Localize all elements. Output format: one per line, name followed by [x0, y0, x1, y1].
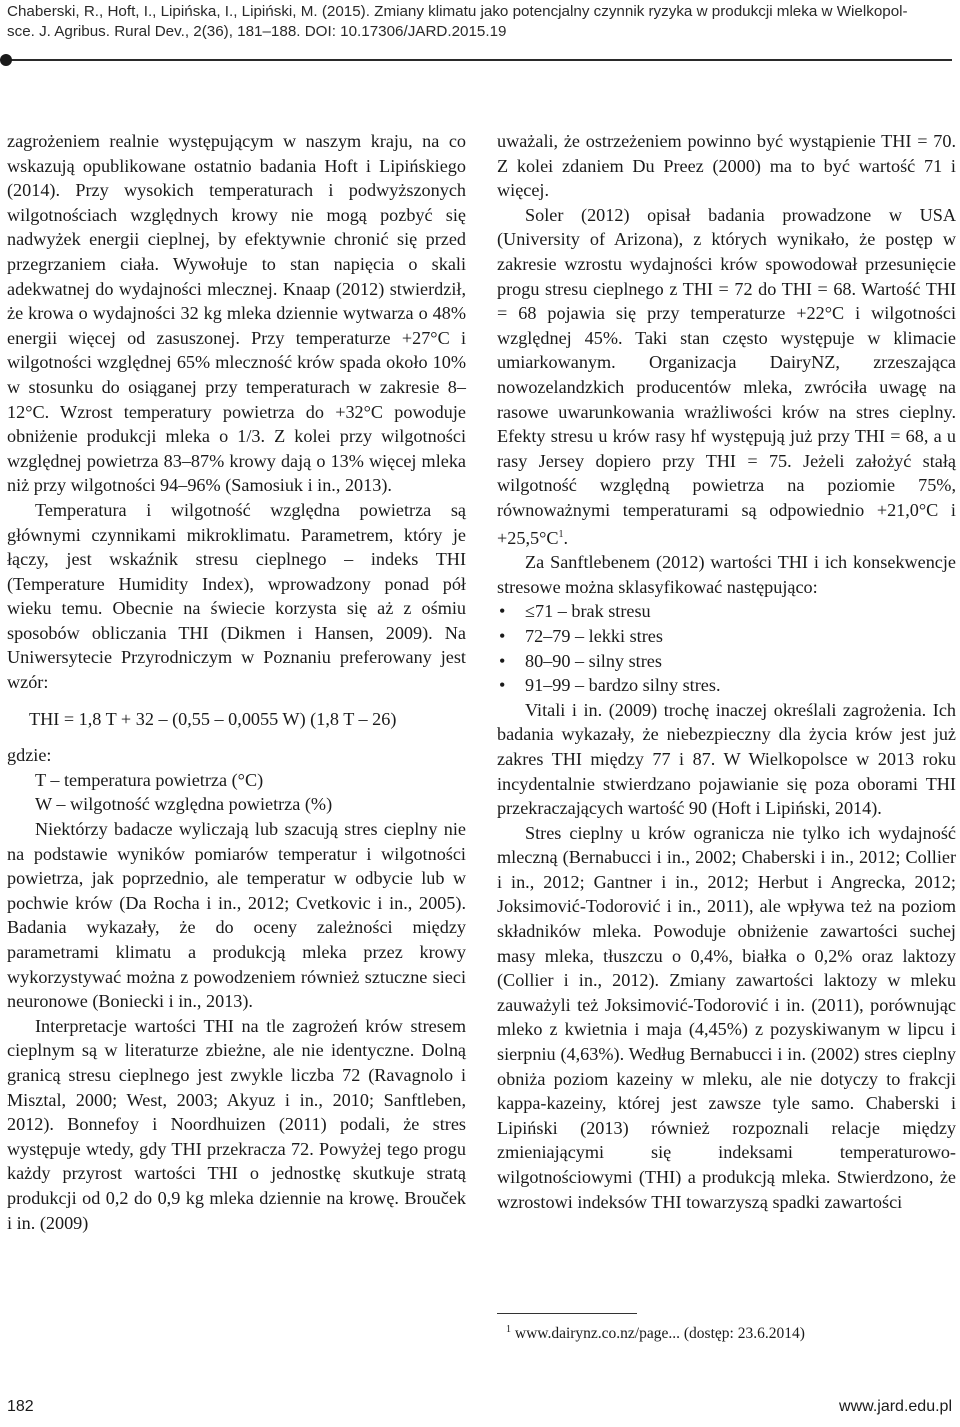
paragraph: Temperatura i wilgotność względna powietrza są głównymi czynnikami mikroklimatu. Parametrem, który je łączy, jest wskaźnik stresu cieplnego – indeks THI (Temperature Humidity Index), wprowadzony ponad pół wieku temu. Obecnie na świecie korzysta się aż z ośmiu sposobów obliczania THI (Dikmen i Hansen, 2009). Na Uniwersytecie Przyrodniczym w Poznaniu preferowany jest wzór:	[7, 499, 466, 693]
page-number: 182	[7, 1398, 34, 1415]
thi-classification-list	[497, 599, 956, 697]
paragraph: Vitali i in. (2009) trochę inaczej określali zagrożenia. Ich badania wykazały, że niebezpieczny dla życia krów jest już zakres THI między 77 i 87. W Wielkopolsce w 2013 roku incydentalnie stwierdzano pojawianie się poza oborami THI przekraczających wartość 90 (Hoft i Lipiński, 2014).	[497, 699, 956, 819]
citation-line-2: sce. J. Agribus. Rural Dev., 2(36), 181–188. DOI: 10.17306/JARD.2015.19	[7, 23, 507, 40]
footnote-ref: 1	[558, 528, 564, 540]
paragraph-text: Soler (2012) opisał badania prowadzone w USA (University of Arizona), z których wynikało, że postęp w zakresie wzrostu wydajności krów spowodował przesunięcie progu stresu cieplnego z THI = 72 do THI = 68. Wartość THI = 68 pojawia się przy temperaturze +22°C i wilgotności względnej 45%. Taki stan często występuje w klimacie umiarkowanym. Organizacja DairyNZ, zrzeszająca nowozelandzkich producentów mleka, zwróciła uwagę na rasowe uwarunkowania wrażliwości krów na stres cieplny. Efekty stresu u krów rasy hf występują już przy THI = 68, a u rasy Jersey dopiero przy THI = 75. Jeżeli założyć stałą wilgotność względną powietrza na poziomie 75%, równoważnymi temperaturami są odpowiednio +21,0°C i +25,5°C	[497, 204, 956, 548]
bullet-icon: •	[499, 625, 506, 646]
paragraph: Interpretacje wartości THI na tle zagrożeń krów stresem cieplnym są w literaturze zbieżne, ale nie identyczne. Dolną granicą stresu cieplnego jest zwykle liczba 72 (Ravagnolo i Misztal, 2000; West, 2003; Akyuz i in., 2010; Sanftleben, 2012). Bonnefoy i Noordhuizen (2011) podali, że stres występuje wtedy, gdy THI przekracza 72. Powyżej tego progu każdy przyrost wartości THI o jednostkę skutkuje stratą produkcji od 0,2 do 0,9 kg mleka dziennie na krowę. Brouček i in. (2009)	[7, 1015, 466, 1233]
paragraph: uważali, że ostrzeżeniem powinno być wystąpienie THI = 70. Z kolei zdaniem Du Preez (2000) ma to być wartość 71 i więcej.	[497, 131, 956, 201]
bullet-icon: •	[499, 675, 506, 696]
footnote-mark: 1	[506, 1324, 511, 1335]
left-column	[7, 129, 466, 1235]
paragraph: zagrożeniem realnie występującym w naszym kraju, na co wskazują opublikowane ostatnio badania Hoft i Lipińskiego (2014). Przy wysokich temperaturach i podwyższonych wilgotnościach względnych krowy nie mogą pozbyć się nadwyżek energii cieplnej, by efektywnie chronić się przed przegrzaniem ciała. Wywołuje to stan napięcia o skali adekwatnej do wydajności mlecznej. Knaap (2012) stwierdził, że krowa o wydajności 32 kg mleka dziennie wytwarza o 48% energii więcej od zasuszonej. Przy temperaturze +27°C i wilgotności względnej 65% mleczność krów spada około 10% w stosunku do osiąganej przy temperaturach w zakresie 8–12°C. Wzrost temperatury powietrza do +32°C powoduje obniżenie produkcji mleka o 1/3. Z kolei przy wilgotności względnej powietrza 83–87% krowy dają o 13% więcej mleka niż przy wilgotności 94–96% (Samosiuk i in., 2013).	[7, 131, 466, 496]
where-label: gdzie:	[7, 745, 52, 766]
right-column	[497, 129, 956, 1214]
thi-formula: THI = 1,8 T + 32 – (0,55 – 0,0055 W) (1,8 T – 26)	[29, 708, 397, 729]
citation-line-1: Chaberski, R., Hoft, I., Lipińska, I., Lipiński, M. (2015). Zmiany klimatu jako potencjalny czynnik ryzyka w produkcji mleka w Wielkopol-	[7, 3, 908, 20]
paragraph: Niektórzy badacze wyliczają lub szacują stres cieplny nie na podstawie wyników pomiarów temperatur i wilgotności powietrza, jak poprzednio, ale temperatur w odbycie lub w pochwie krów (Da Rocha i in., 2012; Cvetkovic i in., 2005). Badania wykazały, że do oceny zależności między parametrami klimatu a produkcją mleka przez krowy wykorzystywać można z powodzeniem również sztuczne sieci neuronowe (Boniecki i in., 2013).	[7, 819, 466, 1012]
list-item: • ≤71 – brak stresu	[497, 599, 956, 624]
definition-t: T – temperatura powietrza (°C)	[35, 769, 264, 790]
definition-w: W – wilgotność względna powietrza (%)	[35, 794, 333, 815]
paragraph-text-end: .	[563, 527, 569, 548]
paragraph	[497, 203, 956, 550]
header-rule	[8, 59, 952, 61]
bullet-icon: •	[499, 601, 506, 622]
citation-header	[7, 2, 953, 42]
paragraph: Za Sanftlebenem (2012) wartości THI i ich konsekwencje stresowe można sklasyfikować następująco:	[497, 552, 956, 597]
paragraph: Stres cieplny u krów ogranicza nie tylko ich wydajność mleczną (Bernabucci i in., 2002; Chaberski i in., 2012; Collier i in., 2012; Gantner i in., 2012; Herbut i Angrecka, 2012; Joksimović-Todorović i in., 2011), ale wpływa też na poziom składników mleka. Powoduje obniżenie zawartości suchej masy mleka, tłuszczu o 0,4%, białka o 0,2% oraz laktozy (Collier i in., 2012). Zmiany zawartości laktozy w mleku zauważyli też Joksimović-Todorović i in. (2011), porównując mleko z kwietnia i maja (4,45%) z pozyskiwanym w lipcu i sierpniu (4,63%). Według Bernabucci i in. (2002) stres cieplny obniża poziom kazeiny w mleku, ale nie dotyczy to frakcji kappa-kazeiny, której jest zawsze tyle samo. Chaberski i Lipiński (2013) również rozpoznali relacje między zmieniającymi się indeksami temperaturowo-wilgotnościowymi (THI) a produkcją mleka. Stwierdzono, że wzrostowi indeksów THI towarzyszą spadki zawartości	[497, 822, 956, 1212]
website-link[interactable]: www.jard.edu.pl	[839, 1398, 952, 1415]
list-item: • 91–99 – bardzo silny stres.	[497, 673, 956, 698]
footnote	[506, 1320, 805, 1344]
header-rule-dot	[0, 54, 12, 66]
footnote-text: www.dairynz.co.nz/page... (dostęp: 23.6.2014)	[511, 1325, 805, 1343]
list-item: • 72–79 – lekki stres	[497, 624, 956, 649]
footnote-rule	[497, 1313, 637, 1314]
bullet-icon: •	[499, 650, 506, 671]
list-item: • 80–90 – silny stres	[497, 649, 956, 674]
